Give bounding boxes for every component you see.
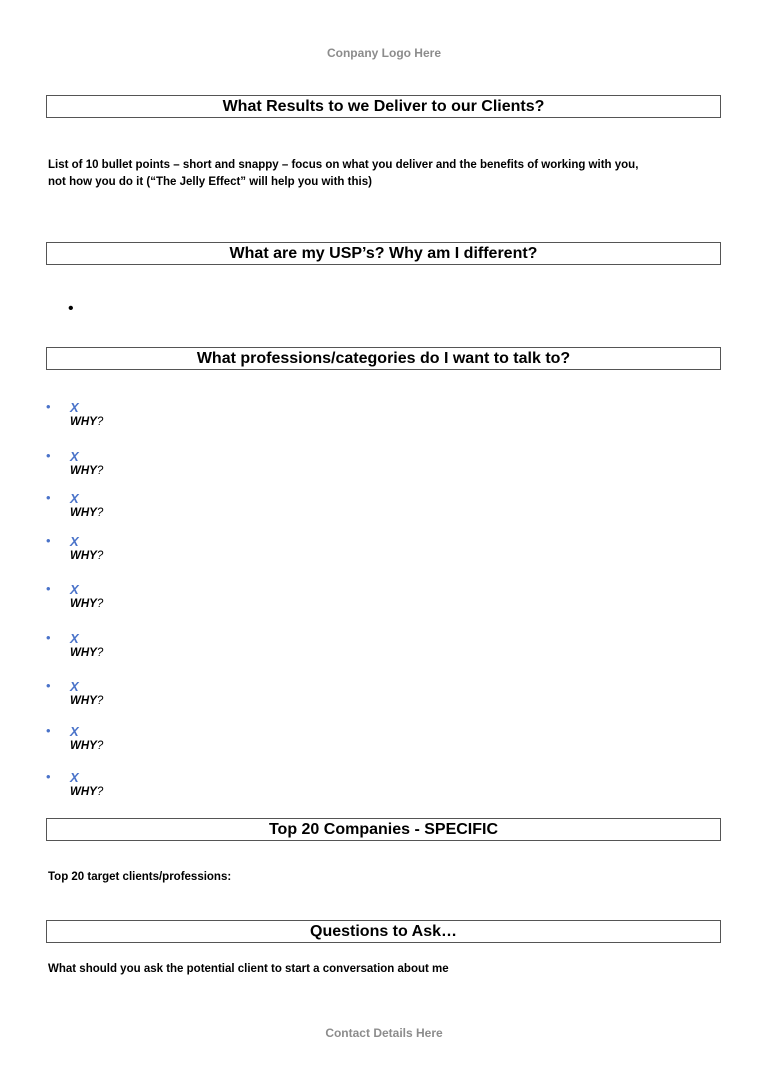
top20-description: Top 20 target clients/professions: (48, 871, 232, 883)
list-item (46, 679, 346, 715)
section-title-professions: What professions/categories do I want to talk to? (46, 347, 721, 370)
results-description (48, 157, 728, 191)
results-description-line-2: not how you do it (“The Jelly Effect” will help you with this) (48, 176, 372, 188)
company-logo-placeholder: Conpany Logo Here (326, 46, 441, 60)
profession-placeholder: X (70, 679, 79, 694)
bullet-icon: • (46, 490, 51, 505)
bullet-icon: • (46, 630, 51, 645)
why-label: WHY? (70, 598, 104, 610)
list-item (46, 400, 346, 436)
list-item (46, 770, 346, 806)
why-label: WHY? (70, 507, 104, 519)
bullet-icon: • (46, 533, 51, 548)
bullet-icon: • (46, 723, 51, 738)
why-label: WHY? (70, 647, 104, 659)
why-label: WHY? (70, 465, 104, 477)
why-label: WHY? (70, 550, 104, 562)
contact-details-placeholder: Contact Details Here (325, 1026, 443, 1040)
profession-placeholder: X (70, 582, 79, 597)
profession-placeholder: X (70, 491, 79, 506)
profession-placeholder: X (70, 631, 79, 646)
why-label: WHY? (70, 786, 104, 798)
results-description-line-1: List of 10 bullet points – short and snappy – focus on what you deliver and the benefits of working with you, (48, 159, 639, 171)
usp-empty-bullet: • (68, 300, 74, 317)
why-label: WHY? (70, 740, 104, 752)
bullet-icon: • (46, 769, 51, 784)
profession-placeholder: X (70, 449, 79, 464)
section-title-top20: Top 20 Companies - SPECIFIC (46, 818, 721, 841)
list-item (46, 491, 346, 527)
why-label: WHY? (70, 416, 104, 428)
profession-placeholder: X (70, 724, 79, 739)
bullet-icon: • (46, 399, 51, 414)
bullet-icon: • (46, 678, 51, 693)
list-item (46, 582, 346, 618)
bullet-icon: • (46, 581, 51, 596)
profession-placeholder: X (70, 400, 79, 415)
list-item (46, 534, 346, 570)
why-label: WHY? (70, 695, 104, 707)
section-title-results: What Results to we Deliver to our Clients? (46, 95, 721, 118)
list-item (46, 724, 346, 760)
profession-placeholder: X (70, 770, 79, 785)
questions-description: What should you ask the potential client to start a conversation about me (48, 963, 449, 975)
bullet-icon: • (46, 448, 51, 463)
list-item (46, 631, 346, 667)
profession-placeholder: X (70, 534, 79, 549)
section-title-usp: What are my USP’s? Why am I different? (46, 242, 721, 265)
list-item (46, 449, 346, 485)
section-title-questions: Questions to Ask… (46, 920, 721, 943)
